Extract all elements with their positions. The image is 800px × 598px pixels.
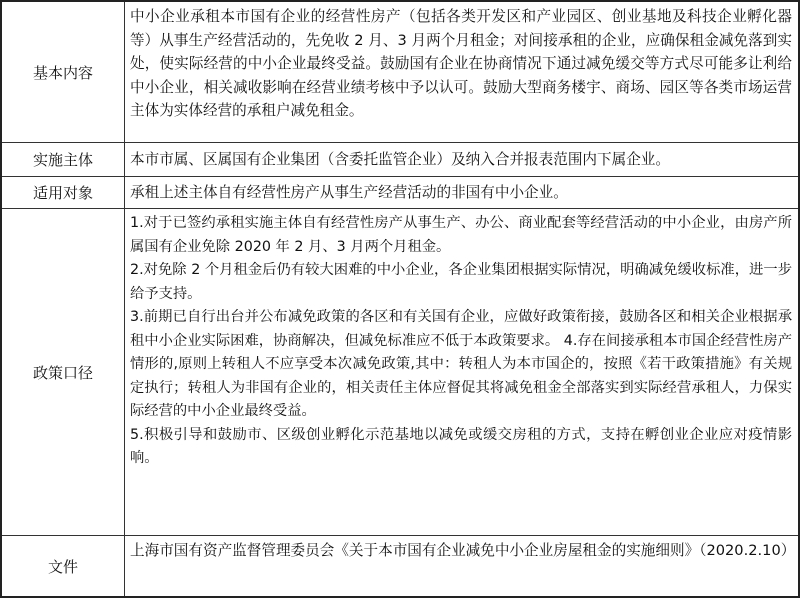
row-value — [130, 177, 792, 208]
paragraph: 2.对免除 2 个月租金后仍有较大困难的中小企业，各企业集团根据实际情况，明确减免缓收标准，进一步给予支持。 — [130, 262, 792, 302]
table-row-applicable-objects — [2, 177, 798, 209]
paragraph: 5.积极引导和鼓励市、区级创业孵化示范基地以减免或缓交房租的方式，支持在孵创业企业应对疫情影响。 — [130, 426, 792, 466]
table-row-implementing-body — [2, 143, 798, 177]
row-value — [130, 143, 792, 176]
row-value — [130, 536, 796, 596]
paragraph: 中小企业承租本市国有企业的经营性房产（包括各类开发区和产业园区、创业基地及科技企业孵化器等）从事生产经营活动的，先免收 2 月、3 月两个月租金；对间接承租的企业，应确保租金减免落到实处，使实际经营的中小企业最终受益。鼓励国有企业在协商情况下通过减免缓交等方式尽可能多让利给中小企业，相关减收影响在经营业绩考核中予以认可。鼓励大型商务楼宇、商场、园区等各类市场运营主体为实体经营的承租户减免租金。 — [130, 8, 792, 119]
table-row-policy-scope — [2, 209, 798, 536]
row-label: 文件 — [2, 536, 125, 596]
paragraph: 承租上述主体自有经营性房产从事生产经营活动的非国有中小企业。 — [130, 183, 568, 201]
row-value — [130, 209, 792, 535]
paragraph: 1.对于已签约承租实施主体自有经营性房产从事生产、办公、商业配套等经营活动的中小企业，由房产所属国有企业免除 2020 年 2 月、3 月两个月租金。 — [130, 215, 792, 255]
paragraph: 本市市属、区属国有企业集团（含委托监管企业）及纳入合并报表范围内下属企业。 — [130, 150, 670, 168]
row-value — [130, 2, 792, 142]
row-label: 基本内容 — [2, 2, 125, 142]
table-row-basic-content — [2, 2, 798, 143]
paragraph: 上海市国有资产监督管理委员会《关于本市国有企业减免中小企业房屋租金的实施细则》（2020.2.10） — [130, 542, 796, 559]
row-label: 实施主体 — [2, 143, 125, 176]
row-label: 适用对象 — [2, 177, 125, 208]
table-row-document — [2, 536, 798, 596]
row-label: 政策口径 — [2, 209, 125, 535]
paragraph: 3.前期已自行出台并公布减免政策的各区和有关国有企业，应做好政策衔接，鼓励各区和相关企业根据承租中小企业实际困难，协商解决，但减免标准应不低于本政策要求。 4.存在间接承租本市国企经营性房产情形的,原则上转租人不应享受本次减免政策,其中：转租人为本市国企的，按照《若干政策措施》有关规定执行；转租人为非国有企业的，相关责任主体应督促其将减免租金全部落实到实际经营承租人，力保实际经营的中小企业最终受益。 — [130, 309, 792, 419]
